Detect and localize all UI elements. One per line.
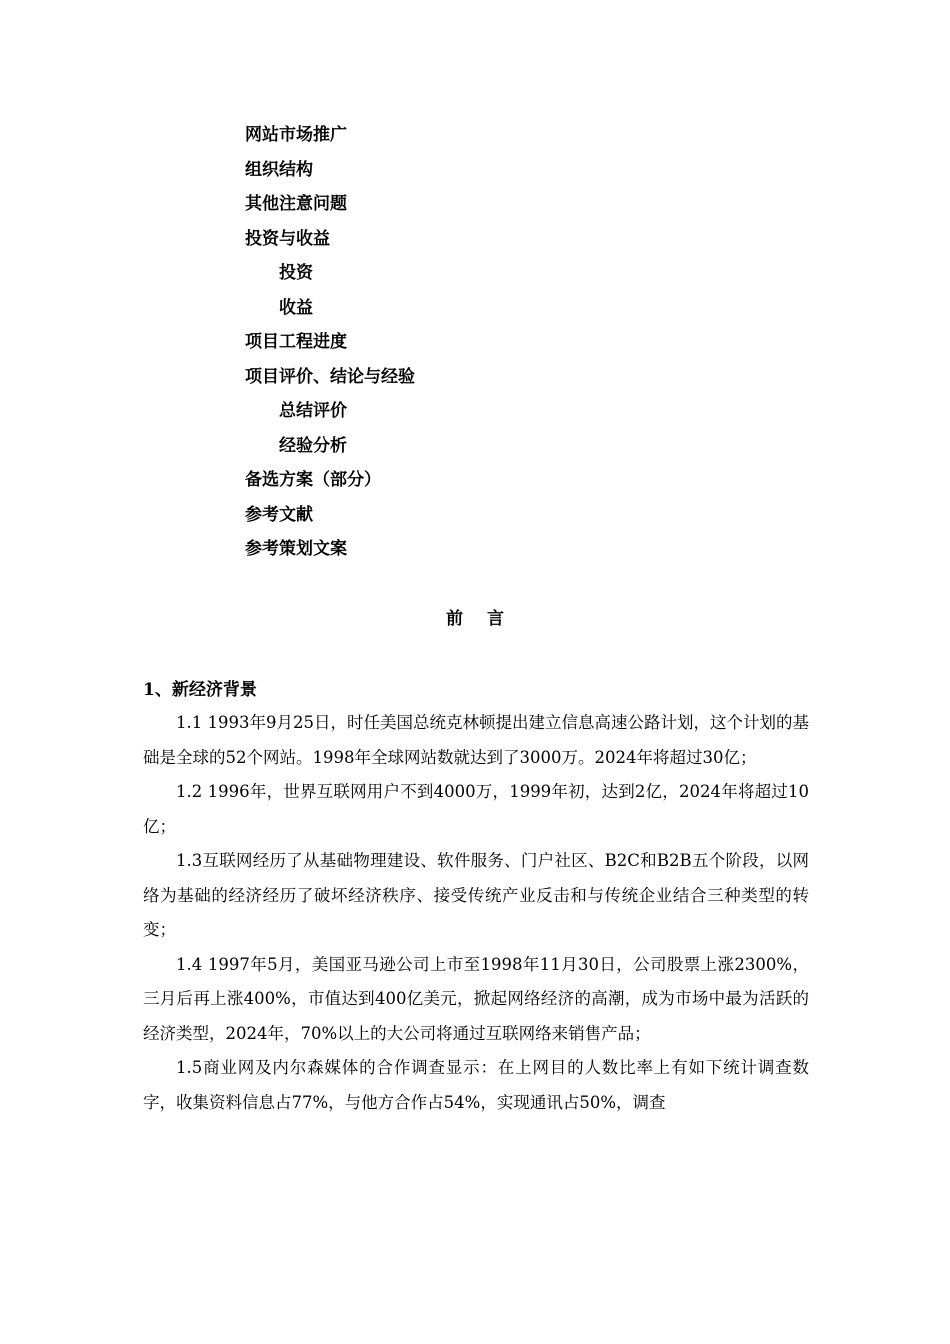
- toc-subitem: 投资: [279, 263, 313, 283]
- preface-title-right: 言: [487, 609, 504, 629]
- toc-item: 参考策划文案: [245, 539, 347, 559]
- preface-title-left: 前: [446, 609, 463, 629]
- paragraph: 1.4 1997年5月，美国亚马逊公司上市至1998年11月30日，公司股票上涨2300%，三月后再上涨400%，市值达到400亿美元，掀起网络经济的高潮，成为市场中最为活跃的经济类型，2024年，70%以上的大公司将通过互联网络来销售产品；: [143, 954, 809, 1043]
- preface-title: [0, 604, 950, 634]
- toc-subitem: 收益: [279, 297, 313, 318]
- toc-item: 项目工程进度: [245, 332, 347, 352]
- paragraph: 1.5商业网及内尔森媒体的合作调查显示：在上网目的人数比率上有如下统计调查数字，收集资料信息占77%，与他方合作占54%，实现通讯占50%，调查: [143, 1058, 809, 1112]
- section-heading: 1、新经济背景: [143, 680, 257, 700]
- toc-item: 其他注意问题: [245, 194, 347, 214]
- toc-item: 组织结构: [245, 159, 313, 180]
- table-of-contents: [245, 118, 415, 567]
- toc-item: 网站市场推广: [245, 125, 347, 145]
- paragraph: 1.2 1996年，世界互联网用户不到4000万，1999年初，达到2亿，2024年将超过10亿；: [143, 782, 809, 836]
- paragraph: 1.3互联网经历了从基础物理建设、软件服务、门户社区、B2C和B2B五个阶段，以网络为基础的经济经历了破坏经济秩序、接受传统产业反击和与传统企业结合三种类型的转变；: [143, 851, 809, 939]
- toc-item: 投资与收益: [245, 228, 330, 249]
- section-body: [143, 706, 809, 1120]
- toc-subitem: 经验分析: [279, 435, 347, 456]
- toc-subitem: 总结评价: [279, 401, 347, 421]
- toc-item: 项目评价、结论与经验: [245, 366, 415, 387]
- paragraph: 1.1 1993年9月25日，时任美国总统克林顿提出建立信息高速公路计划，这个计划的基础是全球的52个网站。1998年全球网站数就达到了3000万。2024年将超过30亿；: [143, 713, 809, 767]
- toc-item: 参考文献: [245, 504, 313, 525]
- toc-item: 备选方案（部分）: [245, 470, 381, 490]
